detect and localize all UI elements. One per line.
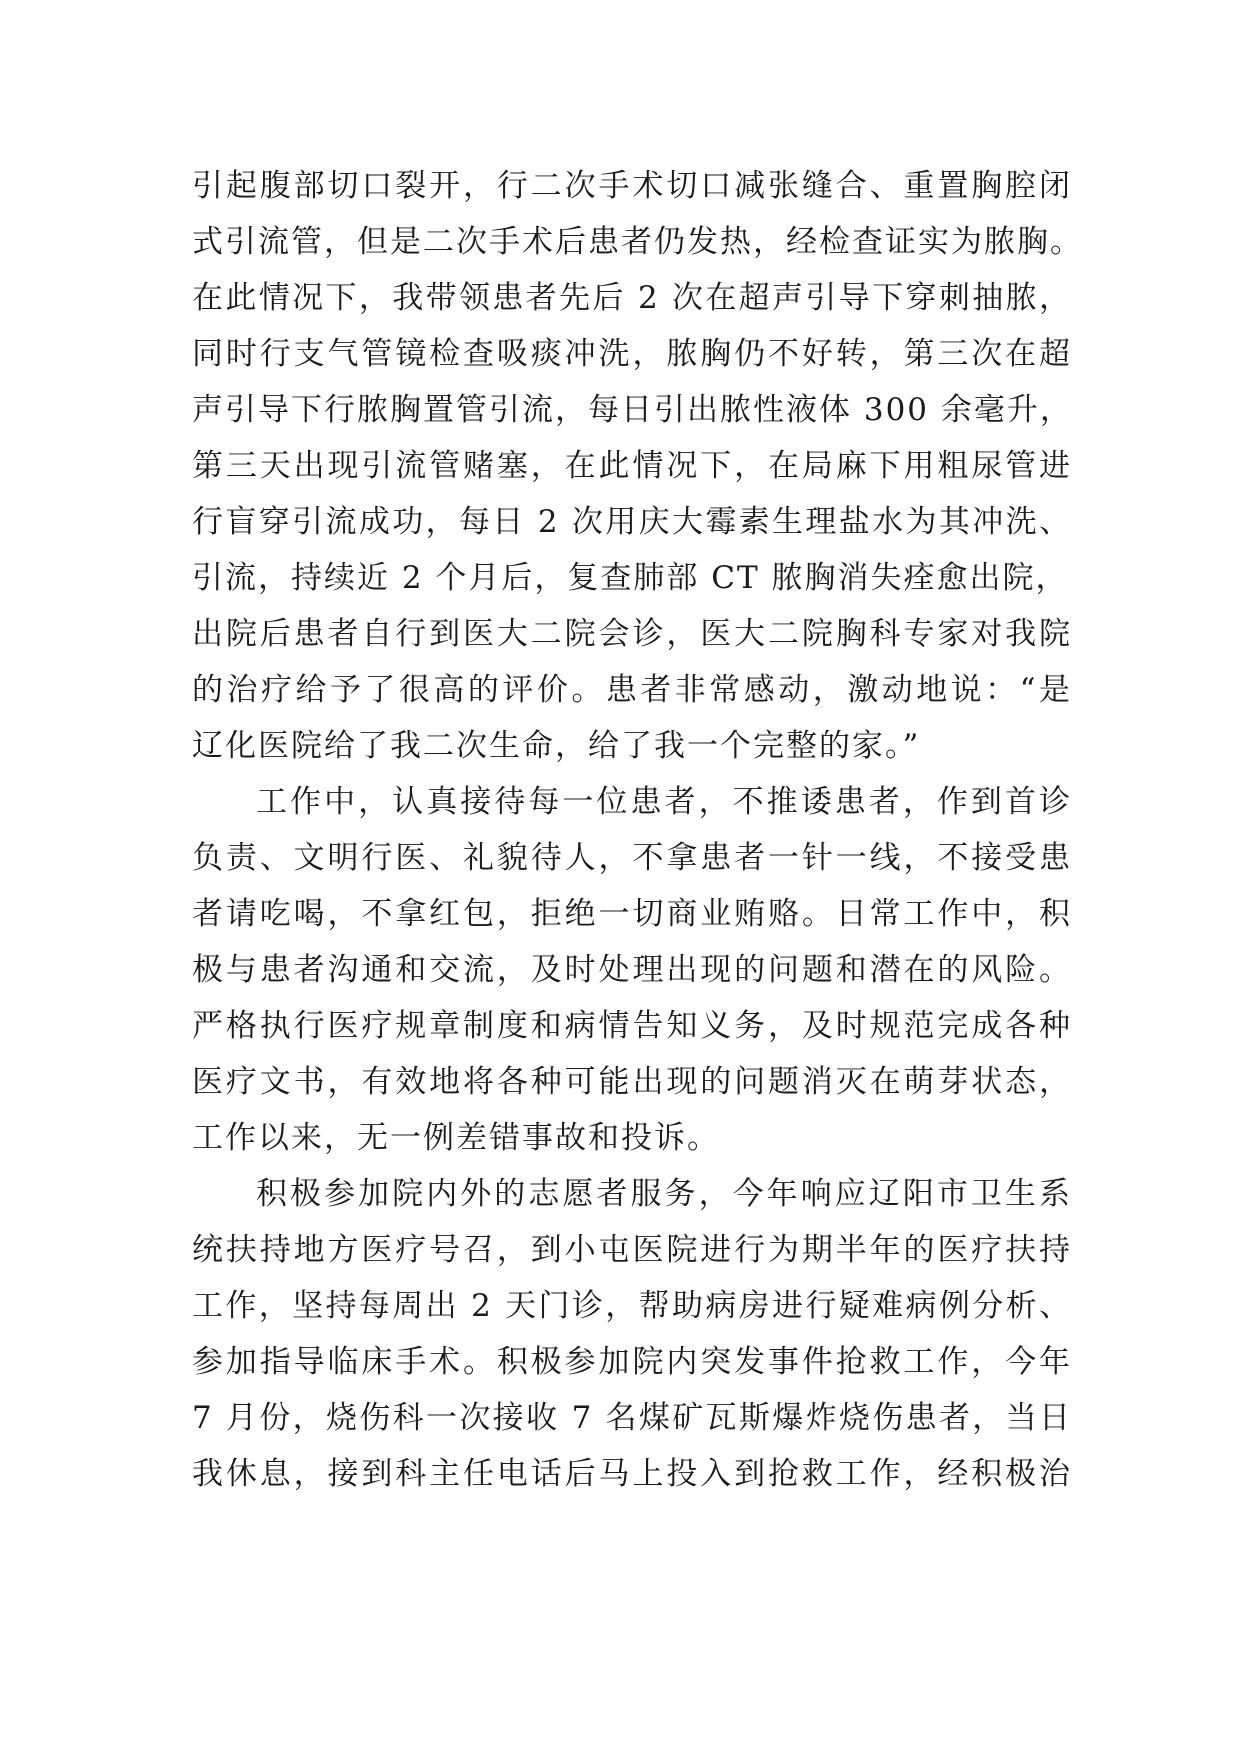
text-line: 极与患者沟通和交流，及时处理出现的问题和潜在的风险。 xyxy=(192,952,1072,988)
text-line: 严格执行医疗规章制度和病情告知义务，及时规范完成各种 xyxy=(192,1008,1072,1044)
text-line: 式引流管，但是二次手术后患者仍发热，经检查证实为脓胸。 xyxy=(192,224,1083,260)
body-text xyxy=(192,158,1083,1502)
text-line: 的治疗给予了很高的评价。患者非常感动，激动地说：“是 xyxy=(192,672,1072,708)
text-line: 工作，坚持每周出 2 天门诊，帮助病房进行疑难病例分析、 xyxy=(192,1288,1072,1324)
text-line: 我休息，接到科主任电话后马上投入到抢救工作，经积极治 xyxy=(192,1456,1072,1492)
text-line: 出院后患者自行到医大二院会诊，医大二院胸科专家对我院 xyxy=(192,616,1072,652)
text-line: 工作以来，无一例差错事故和投诉。 xyxy=(192,1120,720,1156)
text-line: 声引导下行脓胸置管引流，每日引出脓性液体 300 余毫升， xyxy=(192,392,1073,428)
text-line: 引流，持续近 2 个月后，复查肺部 CT 脓胸消失痊愈出院， xyxy=(192,560,1069,596)
text-line: 7 月份，烧伤科一次接收 7 名煤矿瓦斯爆炸烧伤患者，当日 xyxy=(192,1400,1072,1436)
text-line: 工作中，认真接待每一位患者，不推诿患者，作到首诊 xyxy=(256,784,1072,820)
text-line: 医疗文书，有效地将各种可能出现的问题消灭在萌芽状态， xyxy=(192,1064,1072,1100)
text-line: 者请吃喝，不拿红包，拒绝一切商业贿赂。日常工作中，积 xyxy=(192,896,1072,932)
text-line: 参加指导临床手术。积极参加院内突发事件抢救工作，今年 xyxy=(192,1344,1072,1380)
text-line: 在此情况下，我带领患者先后 2 次在超声引导下穿刺抽脓， xyxy=(192,280,1072,316)
text-line: 积极参加院内外的志愿者服务，今年响应辽阳市卫生系 xyxy=(256,1176,1072,1212)
text-line: 行盲穿引流成功，每日 2 次用庆大霉素生理盐水为其冲洗、 xyxy=(192,504,1072,540)
text-line: 引起腹部切口裂开，行二次手术切口减张缝合、重置胸腔闭 xyxy=(192,168,1072,204)
text-line: 辽化医院给了我二次生命，给了我一个完整的家。” xyxy=(192,728,921,764)
text-line: 负责、文明行医、礼貌待人，不拿患者一针一线，不接受患 xyxy=(192,840,1072,876)
text-line: 同时行支气管镜检查吸痰冲洗，脓胸仍不好转，第三次在超 xyxy=(192,336,1072,372)
text-line: 统扶持地方医疗号召，到小屯医院进行为期半年的医疗扶持 xyxy=(192,1232,1072,1268)
text-line: 第三天出现引流管赌塞，在此情况下，在局麻下用粗尿管进 xyxy=(192,448,1072,484)
